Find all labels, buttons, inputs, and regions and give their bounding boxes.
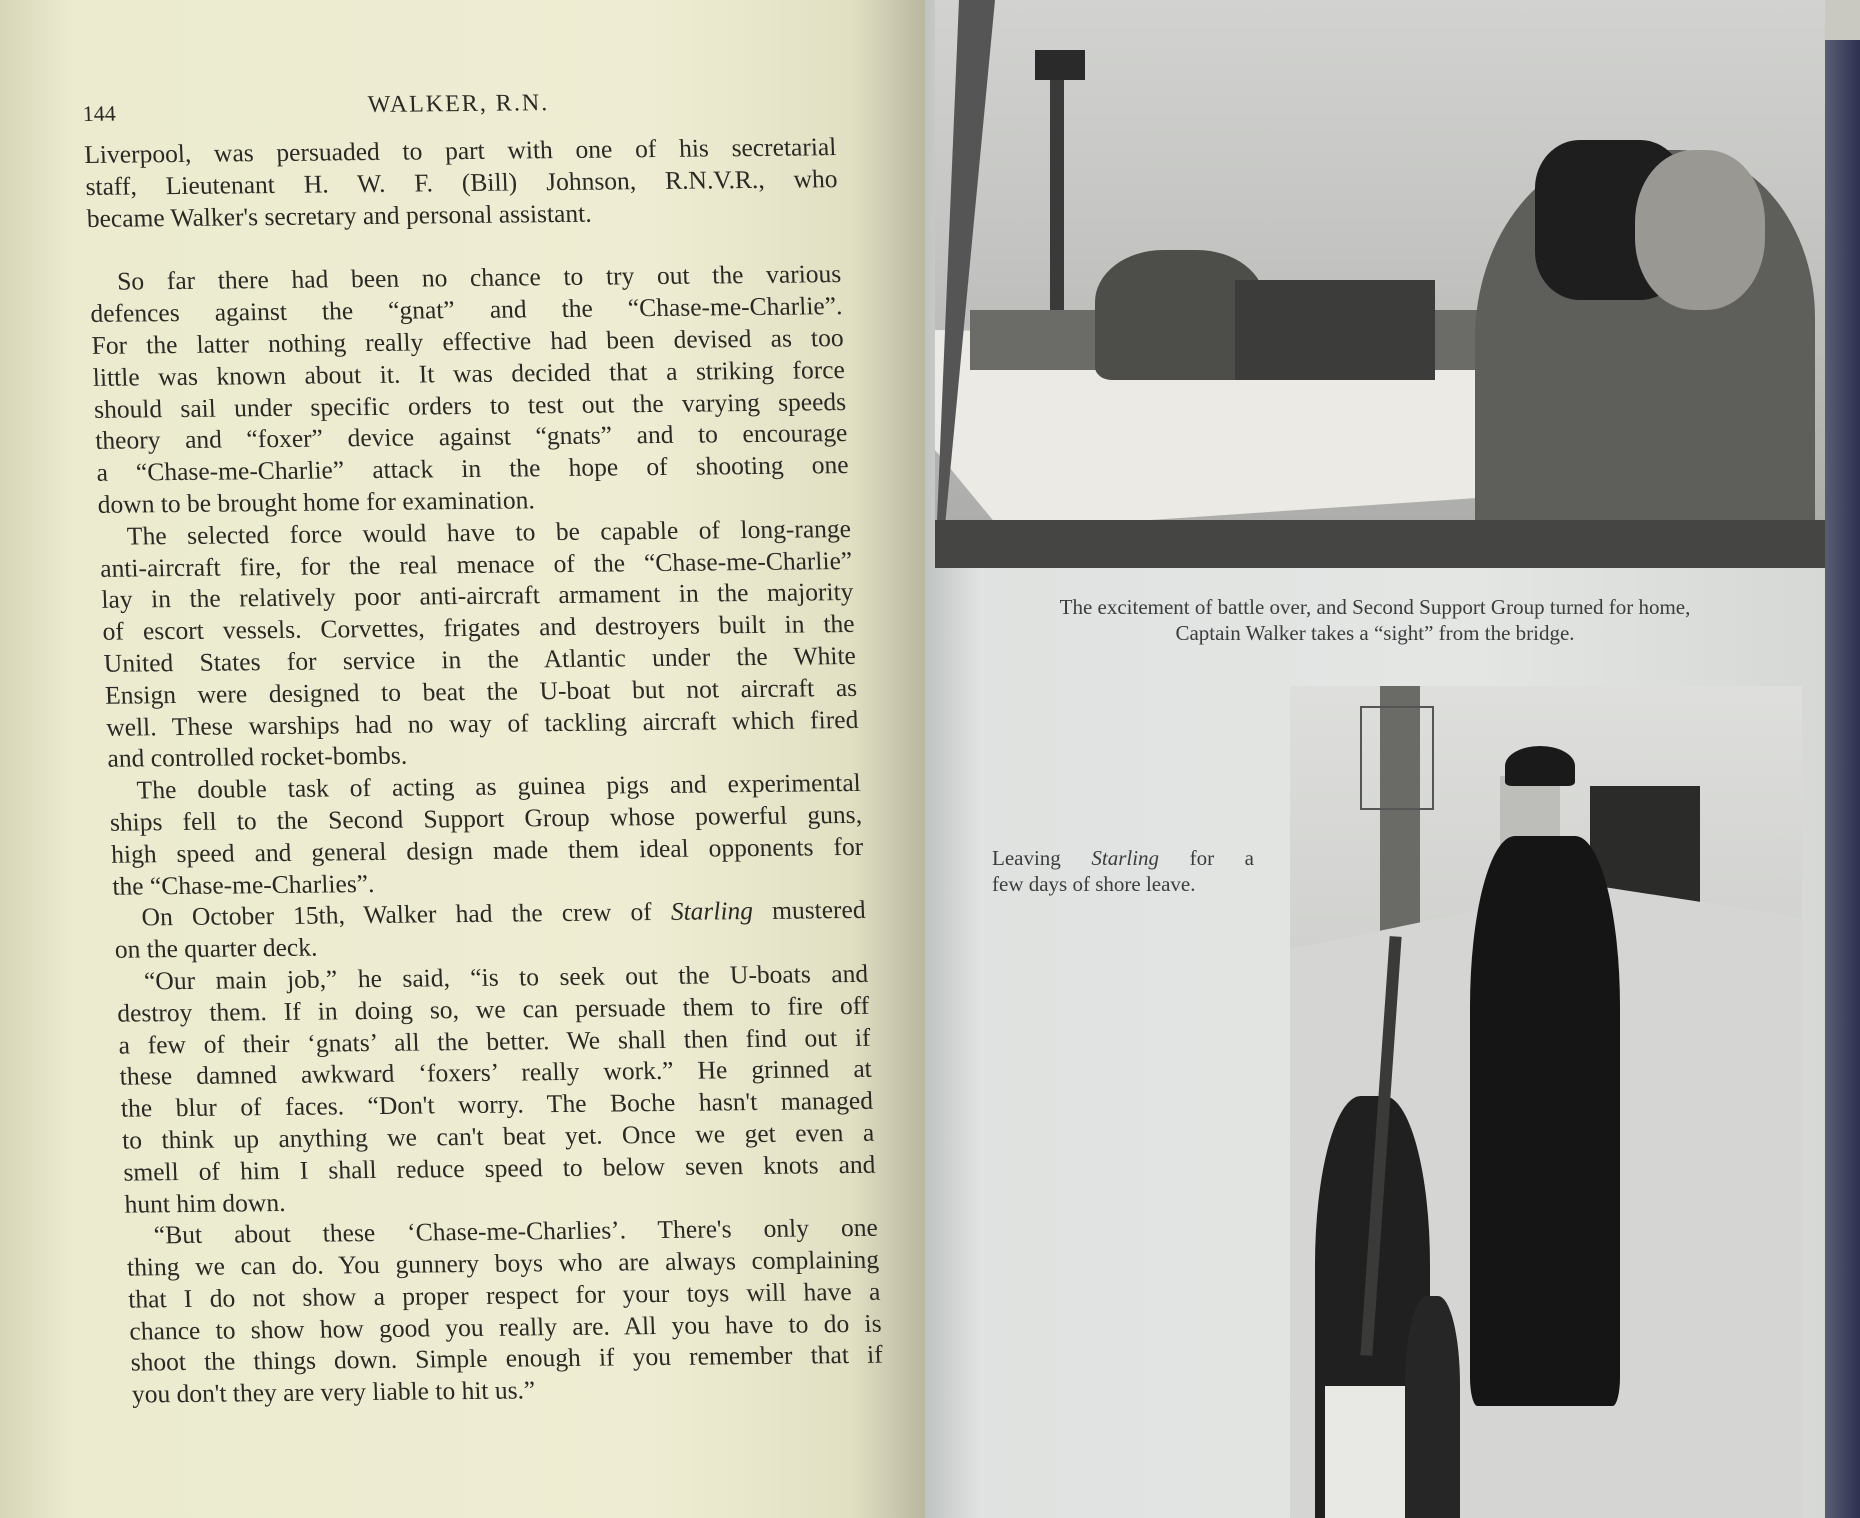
text-line: shoot the things down. Simple enough if you remember that if xyxy=(130,1340,884,1378)
left-page xyxy=(0,0,925,1518)
text-line: “But about these ‘Chase-me-Charlies’. There's only one xyxy=(153,1213,879,1250)
text-line: and controlled rocket-bombs. xyxy=(106,740,408,774)
text-line: the blur of faces. “Don't worry. The Boche hasn't managed xyxy=(120,1085,874,1123)
text-line: United States for service in the Atlantic under the White xyxy=(103,640,857,678)
text-line: of escort vessels. Corvettes, frigates and destroyers built in the xyxy=(102,609,856,646)
paragraph xyxy=(89,258,851,520)
photo-leaving-starling xyxy=(1290,686,1802,1518)
text-line: lay in the relatively poor anti-aircraft armament in the majority xyxy=(100,577,854,615)
caption-text: for a xyxy=(1159,846,1254,870)
text-line: chance to show how good you really are. All you have to do is xyxy=(128,1308,882,1346)
book-cover-edge xyxy=(1825,40,1860,1518)
paragraph xyxy=(125,1212,884,1411)
text-line: became Walker's secretary and personal assistant. xyxy=(86,198,593,233)
text-line: staff, Lieutenant H. W. F. (Bill) Johnson, R.N.V.R., who xyxy=(84,163,839,201)
paragraph xyxy=(84,131,840,234)
text-line: little was known about it. It was decided that a striking force xyxy=(92,354,846,392)
caption-text: Leaving xyxy=(992,846,1092,870)
text-line: high speed and general design made them ideal opponents for xyxy=(110,831,864,869)
text-line: The selected force would have to be capable of long-range xyxy=(126,513,852,551)
page-text xyxy=(82,87,884,1410)
page-number: 144 xyxy=(82,100,117,126)
text-line: anti-aircraft fire, for the real menace of the “Chase-me-Charlie” xyxy=(99,545,853,583)
text-line: ships fell to the Second Support Group whose powerful guns, xyxy=(109,799,863,837)
text-line: thing we can do. You gunnery boys who are always complaining xyxy=(126,1244,880,1282)
text-line: these damned awkward ‘foxers’ really work.” He grinned at xyxy=(119,1054,873,1091)
text-line: destroy them. If in doing so, we can persuade them to fire off xyxy=(116,990,870,1028)
text-line: hunt him down. xyxy=(124,1187,286,1219)
caption-top-photo xyxy=(985,594,1765,646)
text-line: that I do not show a proper respect for your toys will have a xyxy=(127,1276,881,1314)
text-line: down to be brought home for examination. xyxy=(97,485,536,519)
page-header xyxy=(82,87,836,139)
text-segment: mustered xyxy=(752,895,867,926)
text-line: defences against the “gnat” and the “Chase-me-Charlie”. xyxy=(89,291,843,329)
caption-side-photo xyxy=(992,845,1254,897)
paragraph xyxy=(115,958,877,1220)
caption-line: The excitement of battle over, and Second Support Group turned for home, xyxy=(1059,595,1691,619)
text-line: a few of their ‘gnats’ all the better. We shall then find out if xyxy=(117,1022,871,1060)
ship-name: Starling xyxy=(670,896,754,927)
caption-line: Captain Walker takes a “sight” from the bridge. xyxy=(1175,621,1575,645)
text-line: “Our main job,” he said, “is to seek out the U-boats and xyxy=(143,958,869,996)
text-line: So far there had been no chance to try out the various xyxy=(116,259,842,297)
paragraph xyxy=(113,894,867,965)
paragraph xyxy=(98,513,860,775)
text-line: you don't they are very liable to hit us.” xyxy=(131,1375,536,1409)
caption-ship-name: Starling xyxy=(1091,846,1160,870)
photo-walker-taking-sight xyxy=(935,0,1825,568)
text-line: theory and “foxer” device against “gnats” and to encourage xyxy=(94,418,848,456)
text-line: Liverpool, was persuaded to part with one of his secretarial xyxy=(83,132,837,169)
body-text xyxy=(84,131,885,1411)
paragraph xyxy=(108,767,865,902)
text-line: The double task of acting as guinea pigs and experimental xyxy=(136,768,862,805)
text-line: well. These warships had no way of tackling aircraft which fired xyxy=(105,704,859,742)
text-line: should sail under specific orders to test out the varying speeds xyxy=(93,386,847,424)
text-line: to think up anything we can't beat yet. Once we get even a xyxy=(121,1117,875,1155)
text-line: Ensign were designed to beat the U-boat but not aircraft as xyxy=(104,672,858,710)
text-line: on the quarter deck. xyxy=(114,932,318,964)
text-line: a “Chase-me-Charlie” attack in the hope of shooting one xyxy=(95,450,850,488)
caption-text: few days of shore leave. xyxy=(992,872,1196,896)
running-head: WALKER, R.N. xyxy=(367,90,550,119)
text-segment: On October 15th, Walker had the crew of xyxy=(141,897,672,932)
text-line: the “Chase-me-Charlies”. xyxy=(111,868,375,901)
text-line: For the latter nothing really effective had been devised as too xyxy=(91,323,845,360)
text-line: smell of him I shall reduce speed to below seven knots and xyxy=(122,1149,876,1187)
